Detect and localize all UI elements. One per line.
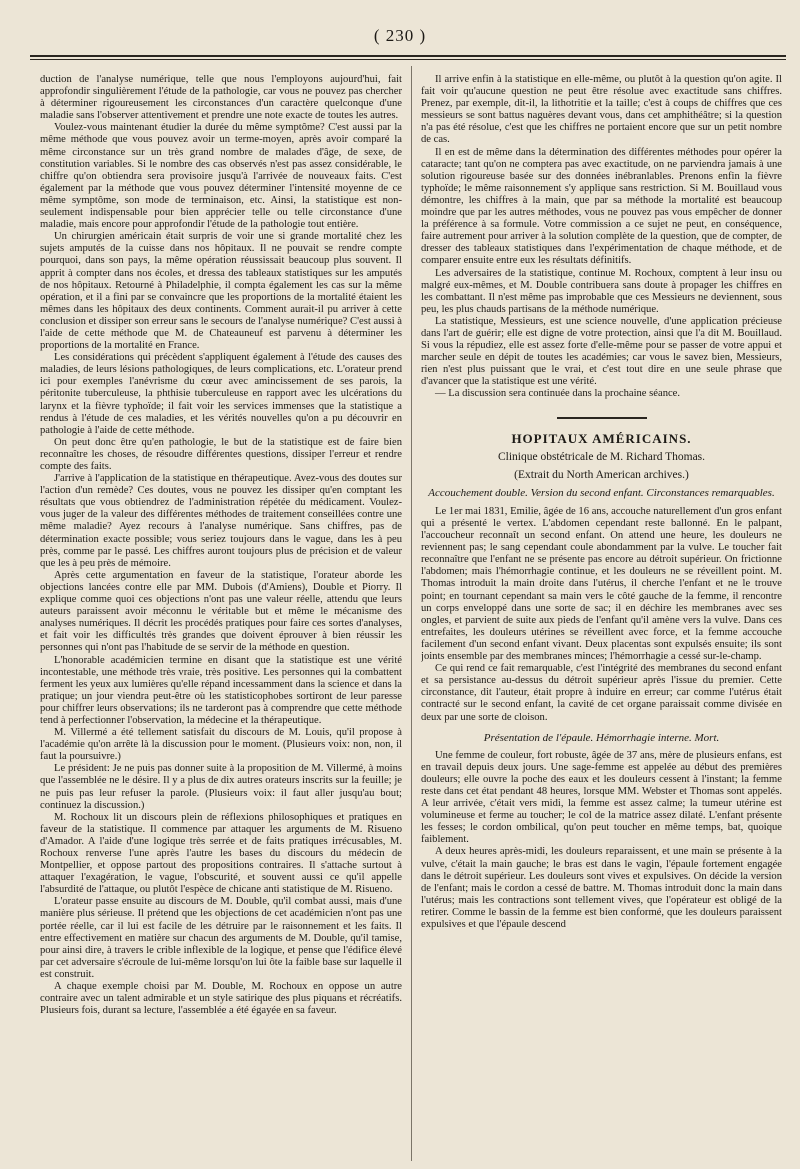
paragraph: A chaque exemple choisi par M. Double, M. Rochoux en oppose un autre contraire avec un talent admirable et un style satirique des plus piquans et récréatifs. Plusieurs fois, durant sa lecture, l'assemblée a été égayée en sa faveur. [40,981,402,1017]
right-column [421,74,782,1161]
case-title: Accouchement double. Version du second enfant. Circonstances remarquables. [428,486,775,499]
header-rule [30,55,786,57]
paragraph: A deux heures après-midi, les douleurs reparaissent, et une main se présente à la vulve, c'était la main gauche; le bras est dans le vagin, l'épaule fortement engagée dans le détroit supérieur. Les douleurs sont vives et expulsives. On décide la version de l'enfant; mais le cordon a cessé de battre. M. Thomas introduit donc la main dans l'utérus; mais les contractions sont tellement vives, que l'opérateur est obligé de la retirer. Comme le bassin de la femme est bien conformé, que les douleurs paraissent expulsives et que l'épaule descend [421,846,782,930]
paragraph: L'honorable académicien termine en disant que la statistique est une vérité incontestable, une méthode très vraie, très positive. Les personnes qui la combattent ferment les yeux aux lumières qu'elle répand incessamment dans la science et dans la pratique; un jour viendra peut-être où les statisticophobes sortiront de leur paresse pour chiffrer leurs observations; ils ne tarderont pas à comprendre que cette méthode tend à perfectionner l'observation, la médecine et la thérapeutique. [40,654,402,726]
paragraph: J'arrive à l'application de la statistique en thérapeutique. Avez-vous des doutes sur l'action d'un remède? Ces doutes, vous ne pouvez les dissiper qu'en comptant les résultats que vous obtiendrez de l'administration répétée du médicament. Voulez-vous juger de la valeur des différentes méthodes de traitement conseillées contre une même maladie? Ayez recours à l'analyse numérique. Sans chiffres, pas de détermination exacte possible; vous seriez toujours dans le vague, dans les à peu près, comme par le passé. Les chiffres auront toujours plus de précision et de valeur que les à peu près de mémoire. [40,473,402,569]
paragraph: Le président: Je ne puis pas donner suite à la proposition de M. Villermé, à moins que l'assemblée ne le désire. Il y a plus de dix autres orateurs inscrits sur la feuille; je ne puis pas leur refuser la parole. (Plusieurs voix: il faut aller jusqu'au bout; continuez la discussion.) [40,763,402,811]
paragraph: Il en est de même dans la détermination des différentes méthodes pour opérer la cataracte; tant qu'on ne comptera pas avec exactitude, on ne parviendra jamais à une solution rigoureuse basée sur des données inébranlables. Prenons enfin la fièvre typhoïde; le même raisonnement s'y applique sans restriction. Si M. Bouillaud vous démontre, les chiffres à la main, que par sa méthode la mortalité est beaucoup moindre que par les autres méthodes, vous ne pouvez pas vous empêcher de donner la préférence à sa formule. Votre commission a ce sujet ne peut, en conséquence, faire autrement pour arriver à la solution complète de la question, que de compter, de dresser des tableaux statistiques dans l'expérimentation de chaque méthode, et de comparer ensuite entre eux les résultats définitifs. [421,146,782,267]
clinic-heading: Clinique obstétricale de M. Richard Thomas. [497,450,706,463]
header-rule-thin [30,59,786,60]
left-column [40,74,402,1161]
paragraph: Le 1er mai 1831, Emilie, âgée de 16 ans, accouche naturellement d'un gros enfant qui a présenté le vertex. L'abdomen cependant reste ballonné. En le palpant, l'accoucheur reconnaît un second enfant. On attend une heure, les douleurs ne reviennent pas; le sang cependant coule abondamment par la vulve. Le toucher fait reconnaître que l'enfant ne se présente pas encore au détroit supérieur. On frictionne l'abdomen; mais l'hémorrhagie continue, et les douleurs ne se réveillent point. M. Thomas introduit la main droite dans l'utérus, il cherche l'enfant et ne le trouve point; en tournant cependant sa main vers le côté gauche de la femme, il rencontre un corps enveloppé dans une sorte de sac; il en déchire les membranes avec ses ongles, et parvient de suite aux pieds de l'enfant qu'il amène vers la vulve. Dans ces entrefaites, les douleurs utérines se réveillent avec force, et la femme accouche facilement d'un second enfant vivant. Deux placentas sont expulsés ensuite; ils sont joints ensemble par des membranes minces; l'hémorrhagie a cessé sur-le-champ. [421,505,782,663]
paragraph: L'orateur passe ensuite au discours de M. Double, qu'il combat aussi, mais d'une manière plus sérieuse. Il prétend que les objections de cet académicien n'ont pas une portée réelle, car il lui est facile de les détruire par le raisonnement et les faits. Il entre effectivement en matière sur chacun des arguments de M. Double, qu'il tamise, pour ainsi dire, à travers le crible inflexible de la logique, et pense que l'édifice élevé par cet adversaire s'écroule de lui-même lorsqu'on lui ôte la faible base sur laquelle il est construit. [40,896,402,980]
paragraph: duction de l'analyse numérique, telle que nous l'employons aujourd'hui, fait approfondir singulièrement l'étude de la pathologie, car vous ne pouvez pas chercher à déterminer rigoureusement les circonstances d'un caractère quelconque d'une maladie sans l'observer attentivement et prendre une note exacte de toutes les autres. [40,74,402,122]
section-title: HOPITAUX AMÉRICAINS. [511,430,692,446]
paragraph: — La discussion sera continuée dans la prochaine séance. [435,388,681,400]
paragraph: Une femme de couleur, fort robuste, âgée de 37 ans, mère de plusieurs enfans, est en travail depuis deux jours. Une sage-femme est appelée au début des premières douleurs; elle ouvre la poche des eaux et les douleurs cessent à l'instant; la femme reste dans cet état pendant 48 heures, lorsque MM. Webster et Thomas sont appelés. A leur arrivée, c'était vers midi, la femme est assez calme; la tumeur utérine est volumineuse et ferme au toucher; le col de la matrice assez dilaté. L'enfant présente les fesses; le cordon ombilical, qu'on peut toucher en même temps, bat, quoique faiblement. [421,749,782,846]
paragraph: Après cette argumentation en faveur de la statistique, l'orateur aborde les objections lancées contre elle par MM. Dubois (d'Amiens), Double et Piorry. Il explique comme quoi ces objections n'ont pas une valeur réelle, attendu que leurs auteurs paraissent avoir méconnu le véritable but et même le mécanisme des analyses numériques. Il décrit les procédés pratiques pour faire ces sortes d'analyses, et fait voir les difficultés très grandes que doivent éprouver à bien réussir les personnes qui n'ont pas l'habitude de se servir de la méthode en question. [40,569,402,654]
paragraph: Voulez-vous maintenant étudier la durée du même symptôme? C'est aussi par la même méthode que vous pouvez avoir un terme-moyen, après avoir comparé la même circonstance sur un très grand nombre de malades d'âge, de sexe, de constitution variables. Si le nombre des cas observés n'est pas assez considérable, le chiffre qu'on obtiendra sera provisoire jusqu'à l'arrivée de nouveaux faits. C'est également par la méthode que vous pouvez déterminer l'intensité moyenne de ce même symptôme, son mode de terminaison, etc. Ainsi, la statistique est non-seulement indispensable pour bien apprécier telle ou telle circonstance d'une maladie, mais encore pour approfondir l'étude de la pathologie tout entière. [40,122,402,231]
paragraph: Les considérations qui précèdent s'appliquent également à l'étude des causes des maladies, de leurs lésions pathologiques, de leurs complications, etc. L'orateur prend ici pour exemples l'anévrisme du cœur avec amincissement de ses parois, la péritonite tuberculeuse, la phthisie tuberculeuse en rapport avec les ulcérations du larynx et la fièvre typhoïde; il fait voir les services immenses que la statistique a rendus à l'étude de ces maladies, et les vérités nouvelles qu'on a pu découvrir en pathologie à l'aide de cette méthode. [40,352,402,436]
paragraph: La statistique, Messieurs, est une science nouvelle, d'une application précieuse dans l'art de guérir; elle est digne de votre protection, ainsi que l'a dit M. Bouillaud. Si vous la répudiez, elle est assez forte d'elle-même pour se passer de votre appui et marcher seule en dépit de toutes les académies; car vous le savez bien, Messieurs, rien n'est plus puissant que le vrai, et c'est tout dire en une seule phrase que d'avancer que la statistique est une vérité. [421,315,782,388]
page-number: ( 230 ) [373,26,427,45]
paragraph: Un chirurgien américain était surpris de voir une si grande mortalité chez les sujets amputés de la cuisse dans nos hôpitaux. Il ne pouvait se rendre compte pourquoi, dans son pays, la même opération réussissait beaucoup plus souvent. Il apprit à compter dans nos écoles, et dressa des tableaux statistiques sur les amputés de nos hôpitaux. Retourné à Philadelphie, il compta également les cas sur la même opération, et il a fini par se convaincre que les proportions de la mortalité étaient les mêmes dans les hôpitaux des deux continents. Comment aurait-il pu arriver à cette conclusion et dissiper son erreur sans le secours de l'analyse numérique? C'est aussi à l'aide de cette méthode que M. de Chateauneuf est parvenu à déterminer les proportions de la mortalité en France. [40,231,402,352]
paragraph: Les adversaires de la statistique, continue M. Rochoux, comptent à leur insu ou malgré eux-mêmes, et M. Double contribuera sans doute à propager les chiffres en les combattant. Il n'est même pas improbable que ces Messieurs ne deviennent, sous peu, les plus chauds partisans de la méthode numérique. [421,267,782,315]
column-divider [411,66,412,1161]
section-separator [421,413,782,425]
paragraph: On peut donc être qu'en pathologie, le but de la statistique est de faire bien reconnaître les choses, de résoudre différentes questions, dissiper l'erreur et rendre compte des faits. [40,436,402,472]
paragraph: M. Villermé a été tellement satisfait du discours de M. Louis, qu'il propose à l'académie qu'on arrête là la discussion pour le moment. (Plusieurs voix: non, non, il faut la poursuivre.) [40,727,402,763]
extract-note: (Extrait du North American archives.) [514,468,689,481]
paragraph: Ce qui rend ce fait remarquable, c'est l'intégrité des membranes du second enfant et sa persistance au-dessus du détroit supérieur après l'issue du premier. Cette circonstance, dit l'auteur, était propre à induire en erreur; car comme l'utérus était contracté sur le second enfant, la cavité de cet organe paraissait comme divisée en deux par une sorte de cloison. [421,663,782,723]
paragraph: M. Rochoux lit un discours plein de réflexions philosophiques et pratiques en faveur de la statistique. Il commence par attaquer les arguments de M. Risueno d'Amador. A l'aide d'une logique très serrée et de faits pratiques irrécusables, M. Rochoux renverse l'une après l'autre les bases du discours du médecin de Montpellier, et oppose partout des propositions contraires. Il s'attache surtout à attaquer l'exagération, le vague, l'obscurité, et souvent aussi ce qu'il appelle l'absurdité de l'attaque, ou plutôt l'espèce de chicane anti statistique de M. Risueno. [40,811,402,896]
case-title: Présentation de l'épaule. Hémorrhagie interne. Mort. [483,731,720,744]
paragraph: Il arrive enfin à la statistique en elle-même, ou plutôt à la question qu'on agite. Il fait voir qu'aucune question ne peut être résolue avec exactitude sans chiffres. Prenez, par exemple, dit-il, la lithotritie et la taille; c'est à coups de chiffres que ces messieurs se sont battus naguères devant vous, dans cet amphithéâtre; si la question n'a pas été résolue, c'est que les chiffres ne portaient encore que sur un petit nombre de cas. [421,74,782,146]
